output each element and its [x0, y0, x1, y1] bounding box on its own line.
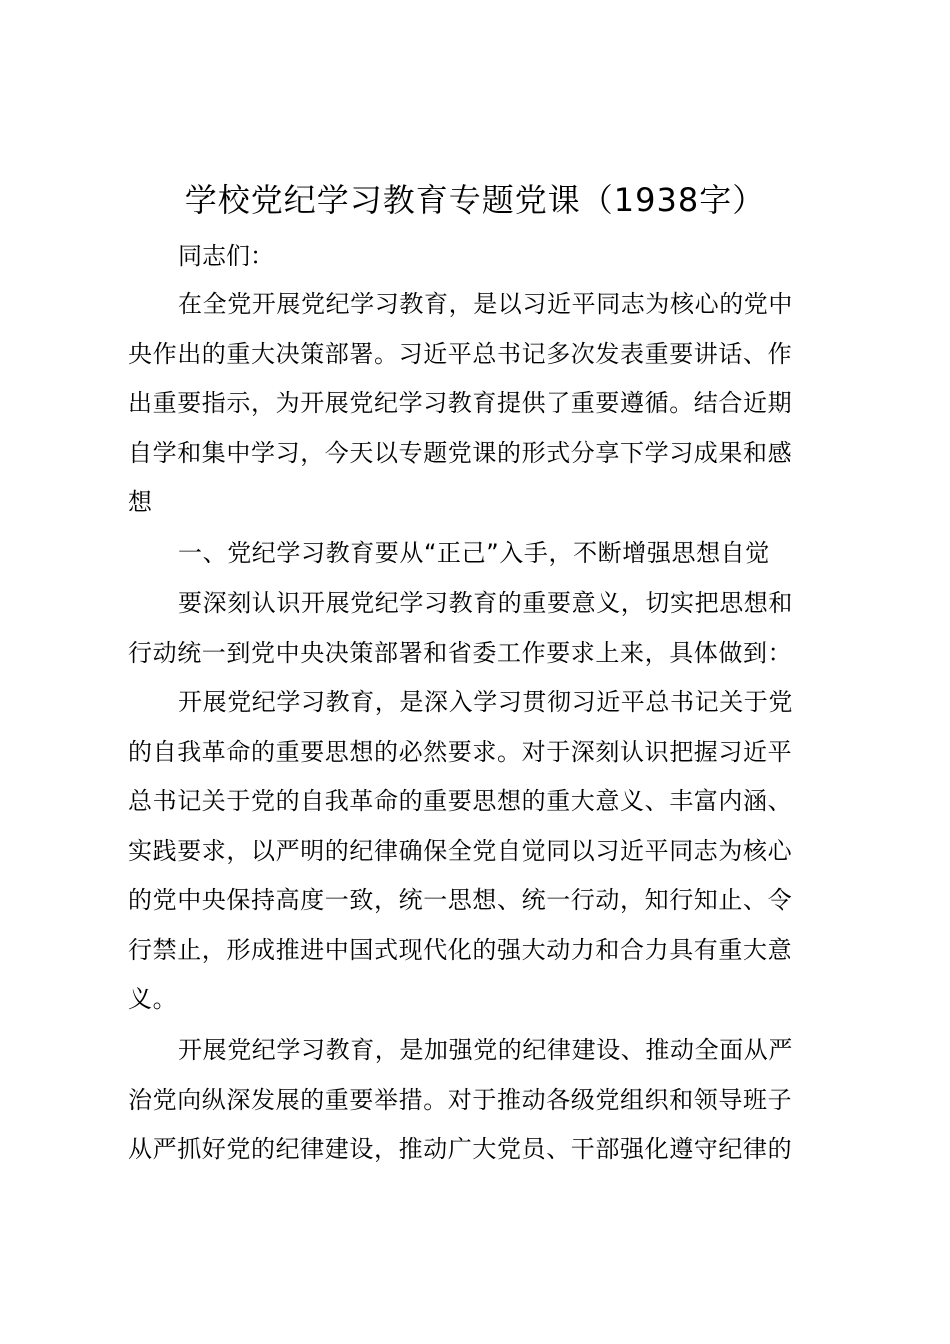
- text-line: 一、党纪学习教育要从“正己”入手，不断增强思想自觉: [178, 539, 770, 567]
- text-line: 实践要求，以严明的纪律确保全党自觉同以习近平同志为核心: [128, 836, 793, 865]
- text-line: 开展党纪学习教育，是深入学习贯彻习近平总书记关于党: [178, 688, 793, 716]
- text-line: 在全党开展党纪学习教育，是以习近平同志为核心的党中: [178, 290, 793, 318]
- paragraph-intro: [128, 280, 828, 528]
- text-line: 行禁止，形成推进中国式现代化的强大动力和合力具有重大意: [128, 935, 793, 964]
- text-line: 总书记关于党的自我革命的重要思想的重大意义、丰富内涵、: [128, 787, 793, 815]
- text-line: 行动统一到党中央决策部署和省委工作要求上来，具体做到：: [128, 638, 793, 667]
- text-line: 想: [128, 488, 153, 516]
- text-line: 治党向纵深发展的重要举措。对于推动各级党组织和领导班子: [128, 1085, 793, 1114]
- text-line: 央作出的重大决策部署。习近平总书记多次发表重要讲话、作: [128, 339, 793, 368]
- document-title: 学校党纪学习教育专题党课（1938字）: [184, 181, 766, 219]
- text-line: 要深刻认识开展党纪学习教育的重要意义，切实把思想和: [178, 589, 793, 617]
- greeting: 同志们：: [178, 242, 274, 270]
- text-line: 自学和集中学习，今天以专题党课的形式分享下学习成果和感: [128, 438, 793, 467]
- section-heading: [128, 529, 828, 579]
- paragraph-discipline: [128, 1026, 828, 1175]
- text-line: 开展党纪学习教育，是加强党的纪律建设、推动全面从严: [178, 1036, 793, 1064]
- paragraph-self-revolution: [128, 678, 828, 1025]
- text-line: 义。: [128, 985, 178, 1013]
- paragraph-significance: [128, 579, 828, 678]
- text-line: 出重要指示，为开展党纪学习教育提供了重要遵循。结合近期: [128, 389, 793, 417]
- text-line: 从严抓好党的纪律建设，推动广大党员、干部强化遵守纪律的: [128, 1135, 793, 1163]
- text-line: 的自我革命的重要思想的必然要求。对于深刻认识把握习近平: [128, 737, 793, 766]
- text-line: 的党中央保持高度一致，统一思想、统一行动，知行知止、令: [128, 886, 793, 914]
